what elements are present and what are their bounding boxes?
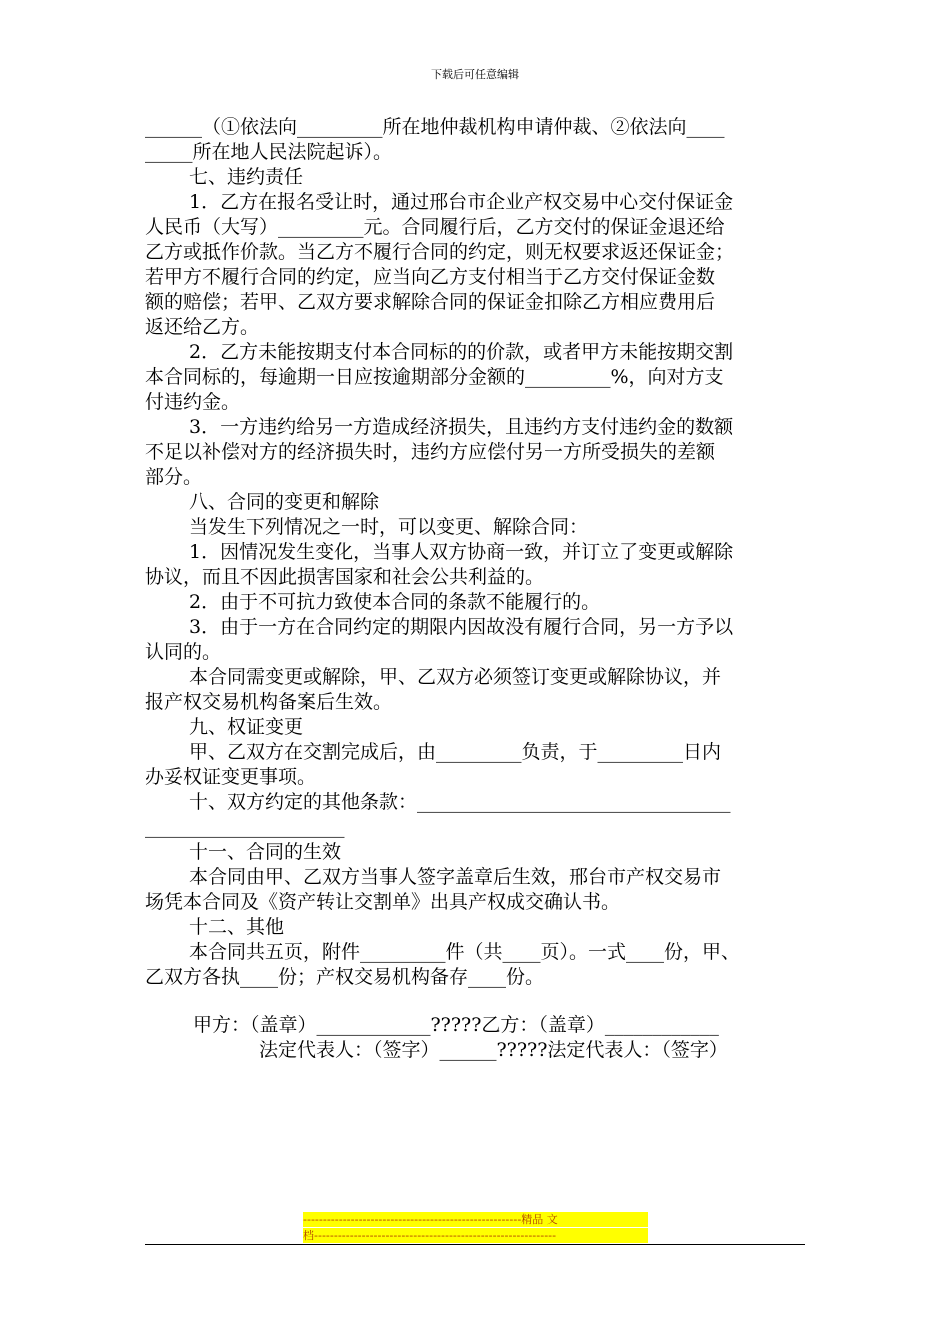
contract-body — [145, 115, 810, 990]
body-line: 七、违约责任 — [189, 166, 304, 188]
body-line: 本合同标的，每逾期一日应按逾期部分金额的_________%，向对方支 — [145, 366, 724, 388]
body-line: 八、合同的变更和解除 — [189, 491, 380, 513]
body-line: 协议，而且不因此损害国家和社会公共利益的。 — [145, 566, 545, 588]
footer-divider — [145, 1244, 805, 1245]
body-line: 本合同由甲、乙双方当事人签字盖章后生效，邢台市产权交易市 — [189, 866, 722, 888]
body-line: 认同的。 — [145, 641, 222, 663]
body-line: 乙双方各执____份；产权交易机构备存____份。 — [145, 966, 545, 988]
body-line: 当发生下列情况之一时，可以变更、解除合同： — [189, 516, 589, 538]
body-line: 3．一方违约给另一方造成经济损失，且违约方支付违约金的数额 — [189, 416, 734, 438]
body-line: 乙方或抵作价款。当乙方不履行合同的约定，则无权要求返还保证金； — [145, 241, 735, 263]
body-line: 返还给乙方。 — [145, 316, 260, 338]
body-line: 付违约金。 — [145, 391, 241, 413]
body-line: ______（①依法向_________所在地仲裁机构申请仲裁、②依法向____ — [145, 116, 725, 138]
page-header: 下载后可任意编辑 — [431, 68, 519, 81]
body-line: 部分。 — [145, 466, 203, 488]
body-line: 1．因情况发生变化，当事人双方协商一致，并订立了变更或解除 — [189, 541, 734, 563]
body-line: 十二、其他 — [189, 916, 285, 938]
body-line: 十一、合同的生效 — [189, 841, 342, 863]
body-line: _____________________ — [145, 816, 345, 838]
signature-line-representatives: 法定代表人：（签字）______?????法定代表人：（签字） — [259, 1039, 728, 1061]
body-line: _____所在地人民法院起诉）。 — [145, 141, 393, 163]
body-line: 人民币（大写）_________元。合同履行后，乙方交付的保证金退还给 — [145, 216, 725, 238]
body-line: 本合同需变更或解除，甲、乙双方必须签订变更或解除协议，并 — [189, 666, 722, 688]
body-line: 九、权证变更 — [189, 716, 304, 738]
footer-watermark-line-2: 档------------------------------------------------------------- — [303, 1228, 648, 1243]
body-line: 不足以补偿对方的经济损失时，违约方应偿付另一方所受损失的差额 — [145, 441, 716, 463]
body-line: 报产权交易机构备案后生效。 — [145, 691, 393, 713]
body-line: 2．由于不可抗力致使本合同的条款不能履行的。 — [189, 591, 601, 613]
body-line: 2．乙方未能按期支付本合同标的的价款，或者甲方未能按期交割 — [189, 341, 734, 363]
body-line: 办妥权证变更事项。 — [145, 766, 317, 788]
body-line: 十、双方约定的其他条款：_________________________________ — [189, 791, 731, 813]
footer-watermark-line-1: -------------------------------------------------------精品 文 — [303, 1212, 648, 1227]
body-line: 场凭本合同及《资产转让交割单》出具产权成交确认书。 — [145, 891, 621, 913]
body-line: 若甲方不履行合同的约定，应当向乙方支付相当于乙方交付保证金数 — [145, 266, 716, 288]
body-line: 3．由于一方在合同约定的期限内因故没有履行合同，另一方予以 — [189, 616, 734, 638]
body-line: 1．乙方在报名受让时，通过邢台市企业产权交易中心交付保证金 — [189, 191, 734, 213]
body-line: 额的赔偿；若甲、乙双方要求解除合同的保证金扣除乙方相应费用后 — [145, 291, 716, 313]
body-line: 本合同共五页，附件_________件（共____页）。一式____份，甲、 — [189, 941, 741, 963]
signature-line-party-a-b: 甲方：（盖章）____________?????乙方：（盖章）____________ — [193, 1014, 719, 1036]
body-line: 甲、乙双方在交割完成后，由_________负责，于_________日内 — [189, 741, 722, 763]
